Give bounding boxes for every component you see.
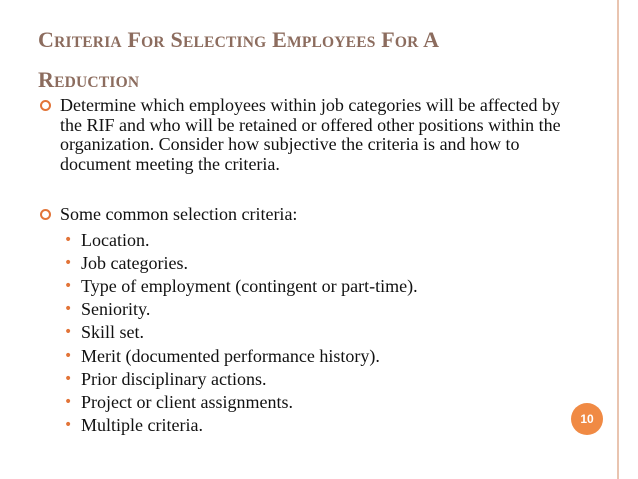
dot-bullet-icon: • xyxy=(64,301,73,318)
bullet-item xyxy=(40,96,580,174)
dot-bullet-icon: • xyxy=(64,324,73,341)
bullet-list xyxy=(40,96,580,437)
sub-bullet-item: • Location. xyxy=(60,229,580,252)
dot-bullet-icon: • xyxy=(64,347,73,364)
slide-title xyxy=(38,21,558,101)
ring-bullet-icon xyxy=(40,209,51,220)
dot-bullet-icon: • xyxy=(64,254,73,271)
ring-bullet-icon xyxy=(40,100,51,111)
bullet-text: Determine which employees within job categories will be affected by the RIF and who will be retained or offered other positions within the organization. Consider how subjective the criteria is and how to document meeting the criteria. xyxy=(60,95,561,174)
sub-bullet-item: • Skill set. xyxy=(60,321,580,344)
title-word: REDUCTION xyxy=(38,67,140,92)
sub-bullet-item: • Type of employment (contingent or part-time). xyxy=(60,275,580,298)
sub-bullet-item: • Seniority. xyxy=(60,298,580,321)
dot-bullet-icon: • xyxy=(64,370,73,387)
dot-bullet-icon: • xyxy=(64,231,73,248)
sub-bullet-list xyxy=(60,229,580,438)
side-divider-line xyxy=(617,0,619,479)
title-word: CRITERIA xyxy=(38,27,122,52)
title-word: SELECTING xyxy=(170,27,267,52)
bullet-item xyxy=(40,205,580,437)
sub-bullet-item: • Multiple criteria. xyxy=(60,414,580,437)
sub-bullet-item: • Prior disciplinary actions. xyxy=(60,368,580,391)
title-word: EMPLOYEES xyxy=(272,27,376,52)
title-word: FOR xyxy=(127,27,165,52)
sub-bullet-item: • Merit (documented performance history). xyxy=(60,345,580,368)
dot-bullet-icon: • xyxy=(64,393,73,410)
dot-bullet-icon: • xyxy=(64,417,73,434)
dot-bullet-icon: • xyxy=(64,277,73,294)
title-word: A xyxy=(423,27,440,52)
title-word: FOR xyxy=(381,27,419,52)
bullet-text: Some common selection criteria: xyxy=(60,204,298,224)
page-number-badge: 10 xyxy=(571,403,603,435)
sub-bullet-item: • Job categories. xyxy=(60,252,580,275)
sub-bullet-item: • Project or client assignments. xyxy=(60,391,580,414)
